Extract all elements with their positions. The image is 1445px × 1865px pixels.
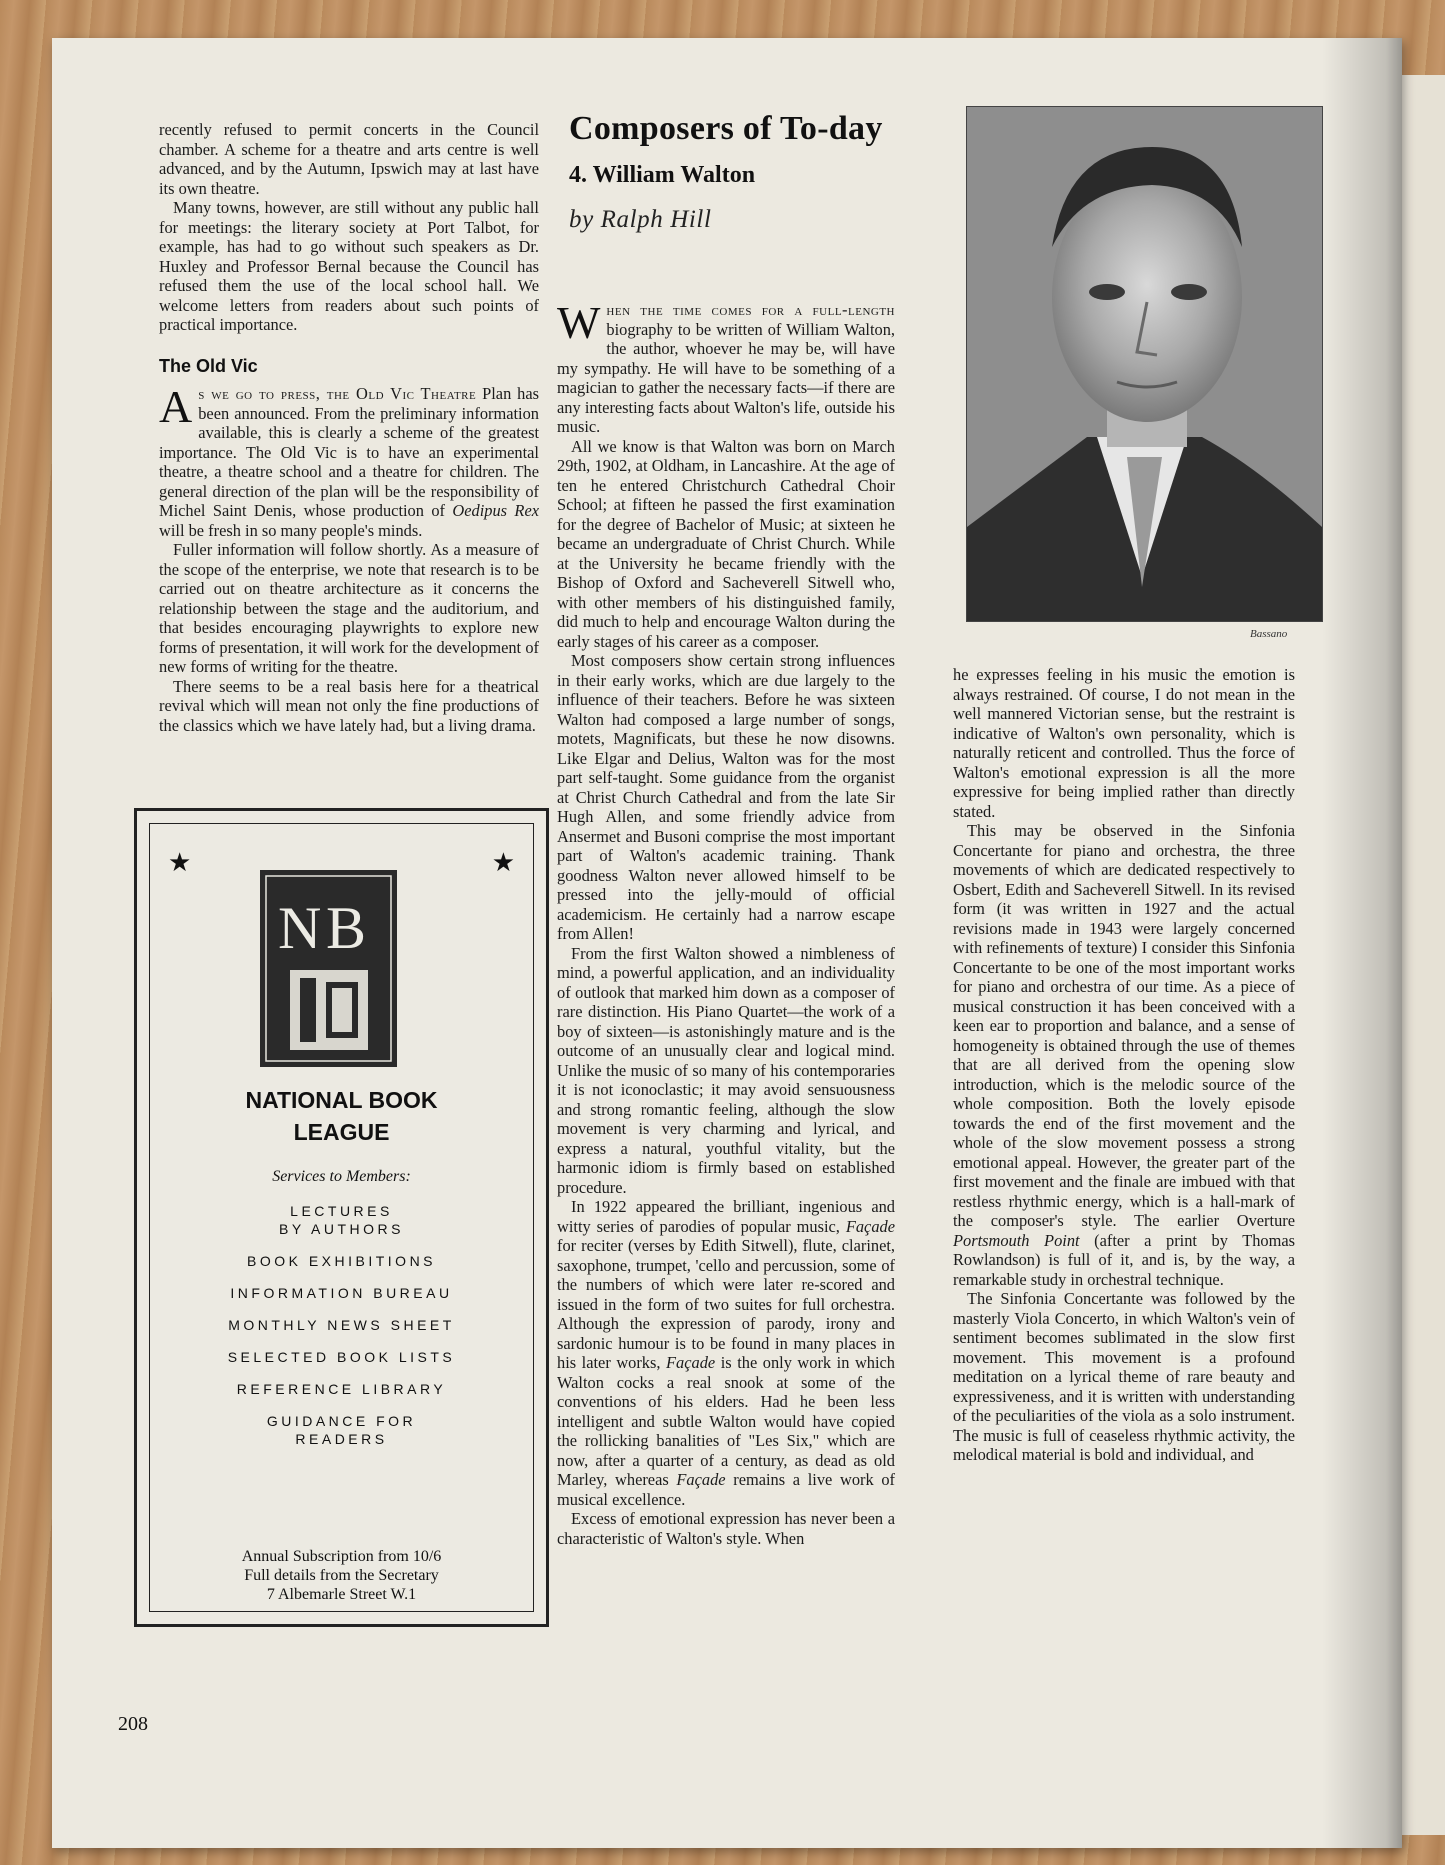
service-line: READERS [295,1431,388,1447]
drop-cap: W [557,297,601,348]
small-caps-lead: hen the time comes for a full-length [606,300,895,319]
text-run: In 1922 appeared the brilliant, ingenious and witty series of parodies of popular music, [557,1197,895,1236]
article-title: Composers of To-day [569,110,883,147]
ad-inner-border [149,823,534,1612]
paragraph [557,1197,895,1509]
column-left [159,120,539,735]
paragraph: Excess of emotional expression has never been a characteristic of Walton's style. When [557,1509,895,1548]
star-icon: ★ [168,848,192,877]
magazine-page [52,38,1402,1848]
service-item [150,1380,533,1398]
text-run: This may be observed in the Sinfonia Concertante for piano and orchestra, the three movements of which are dedicated respectively to Osbert, Edith and Sacheverell Sitwell. In its revised form (it was written in 1927 and the actual revisions made in 1943 were largely concerned with refinements of texture) I consider this Sinfonia Concertante to be one of the most important works for piano and orchestra of our time. As a piece of musical construction it has been conceived with a keen ear to proportion and balance, and a sense of homogeneity is obtained through the use of themes that are all derived from the opening slow introduction, which is the melodic source of the whole composition. Both the lovely episode towards the end of the first movement and the whole of the slow movement possess a strong emotional appeal. However, the greater part of the first movement and the finale are imbued with that restless rhythmic energy, which is a hall-mark of the composer's style. The earlier Overture [953,821,1295,1230]
portrait-photo [966,106,1323,622]
paragraph: All we know is that Walton was born on March 29th, 1902, at Oldham, in Lancashire. At the age of ten he entered Christchurch Cathedral Choir School; at fifteen he passed the first examination for the degree of Bachelor of Music; at sixteen he became an undergraduate of Christ Church. While at the University he became friendly with the Bishop of Oxford and Sacheverell Sitwell who, with other members of his distinguished family, did much to help and encourage Walton during the early stages of his career as a composer. [557,436,895,651]
ad-title [150,1084,533,1148]
ad-footer-line: 7 Albemarle Street W.1 [266,1586,417,1603]
italic-title: Façade [845,1216,895,1236]
nbl-logo [260,870,397,1067]
paragraph: Fuller information will follow shortly. As a measure of the scope of the enterprise, we note that research is to be carried out on theatre architecture as it concerns the relationship between the stage and the auditorium, and that besides encouraging playwrights to explore new forms of presentation, it will work for the development of new forms of writing for the theatre. [159,540,539,676]
service-item [150,1252,533,1270]
ad-footer-line: Annual Subscription from 10/6 [241,1548,442,1565]
ad-footer-line: Full details from the Secretary [244,1567,439,1584]
small-caps-lead: s we go to press, the Old Vic Theatre [198,384,477,403]
paragraph: recently refused to permit concerts in the Council chamber. A scheme for a theatre and arts centre is well advanced, and by the Autumn, Ipswich may at last have its own theatre. [159,120,539,198]
service-line: BOOK EXHIBITIONS [246,1253,437,1269]
text-run: Plan has been announced. From the preliminary information available, this is clearly a scheme of the greatest importance. The Old Vic is to have an experimental theatre, a theatre school and a theatre for children. The general direction of the plan will be the responsibility of Michel Saint Denis, whose production of [159,384,539,520]
service-line: SELECTED BOOK LISTS [227,1349,456,1365]
paragraph: The Sinfonia Concertante was followed by the masterly Viola Concerto, in which Walton's vein of sentiment becomes sublimated in the slow first movement. This movement is a profound meditation on a lyrical theme of rare beauty and expressiveness, and it is written with understanding of the peculiarities of the viola as a solo instrument. The music is full of ceaseless rhythmic activity, the melodical material is bold and individual, and [953,1289,1295,1464]
page-gutter-shadow [1322,38,1402,1848]
service-item [150,1202,533,1238]
paragraph: There seems to be a real basis here for a theatrical revival which will mean not only the fine productions of the classics which we have lately had, but a living drama. [159,676,539,735]
service-line: INFORMATION BUREAU [230,1285,453,1301]
column-middle [557,297,895,1548]
photo-credit: Bassano [1250,628,1288,640]
svg-text:N: N [278,895,322,961]
article-subtitle: 4. William Walton [569,162,756,188]
section-heading-old-vic: The Old Vic [159,355,258,376]
text-run: biography to be written of William Walton, the author, whoever he may be, will have my sympathy. He will have to be something of a magician to gather the necessary facts—if there are any interesting facts about Walton's life, outside his music. [557,319,895,436]
service-line: REFERENCE LIBRARY [236,1381,447,1397]
article-byline: by Ralph Hill [569,206,712,233]
ad-title-line: LEAGUE [293,1119,390,1145]
svg-text:B: B [326,895,367,961]
ad-services-list [150,1202,533,1462]
paragraph [557,297,895,437]
service-item [150,1316,533,1334]
star-icon: ★ [491,848,515,877]
paragraph [953,821,1295,1289]
nbl-logo-mark [260,870,397,1067]
portrait-illustration [967,107,1322,621]
service-line: GUIDANCE FOR [266,1413,417,1429]
paragraph [159,381,539,540]
service-item [150,1284,533,1302]
drop-cap: A [159,381,193,432]
italic-title: Oedipus Rex [452,501,539,520]
paragraph: Most composers show certain strong influences in their early works, which are due largely to the influence of their teachers. Before he was sixteen Walton had composed a large number of songs, motets, Magnificats, but these he now disowns. Like Elgar and Delius, Walton was for the most part self-taught. Some guidance from the organist at Christ Church Cathedral and from the late Sir Hugh Allen, and some friendly advice from Ansermet and Busoni comprise the most important part of Walton's academic training. Thank goodness Walton never allowed himself to be pressed into the jelly-mould of official academicism. He certainly had a narrow escape from Allen! [557,651,895,943]
text-run: (after a print by Thomas Rowlandson) is full of it, and is, by the way, a remarkable study in orchestral technique. [953,1230,1295,1289]
service-line: BY AUTHORS [279,1221,404,1237]
page-number: 208 [118,1713,148,1735]
text-run: for reciter (verses by Edith Sitwell), flute, clarinet, saxophone, trumpet, 'cello and percussion, some of the numbers of which were later re-scored and issued in the form of two suites for full orchestra. Although the expression of parody, irony and sardonic humour is to be found in many places in his later works, [557,1236,895,1372]
next-page-edge [1400,75,1445,1835]
text-run: will be fresh in so many people's minds. [159,520,423,540]
service-line: LECTURES [290,1203,393,1219]
service-item [150,1412,533,1448]
service-line: MONTHLY NEWS SHEET [228,1317,455,1333]
italic-title: Façade [666,1353,716,1372]
paragraph: he expresses feeling in his music the emotion is always restrained. Of course, I do not mean in the well mannered Victorian sense, but the restraint is indicative of Walton's own personality, which is naturally reticent and controlled. Thus the force of Walton's emotional expression is all the more expressive for being implied rather than directly stated. [953,665,1295,821]
column-right [953,665,1295,1465]
text-run: remains a live work of musical excellence. [557,1470,895,1509]
ad-footer [150,1547,533,1604]
italic-title: Façade [676,1470,726,1489]
nbl-advertisement [134,808,549,1627]
text-run: is the only work in which Walton cocks a real snook at some of the conventions of his elders. Had he been less intelligent and subtle Walton would have copied the rollicking banalities of "Les Six," which are now, after a quarter of a century, as dead as old Marley, whereas [557,1353,895,1489]
service-item [150,1348,533,1366]
ad-subtitle: Services to Members: [272,1168,411,1185]
paragraph: Many towns, however, are still without any public hall for meetings: the literary society at Port Talbot, for example, has had to go without such speakers as Dr. Huxley and Professor Bernal because the Council has refused them the use of the local school hall. We welcome letters from readers about such points of practical importance. [159,198,539,334]
italic-title: Portsmouth Point [953,1230,1080,1250]
paragraph: From the first Walton showed a nimbleness of mind, a powerful application, and an individuality of outlook that marked him down as a composer of rare distinction. His Piano Quartet—the work of a boy of sixteen—is astonishingly mature and is the outcome of an unusually clear and logical mind. Unlike the music of so many of his contemporaries it is not iconoclastic; it may avoid sensuousness and strong romantic feeling, although the slow movement is very charming and lyrical, and express a natural, youthful vitality, but the harmonic idiom is firmly based on established procedure. [557,943,895,1197]
ad-title-line: NATIONAL BOOK [245,1087,438,1113]
